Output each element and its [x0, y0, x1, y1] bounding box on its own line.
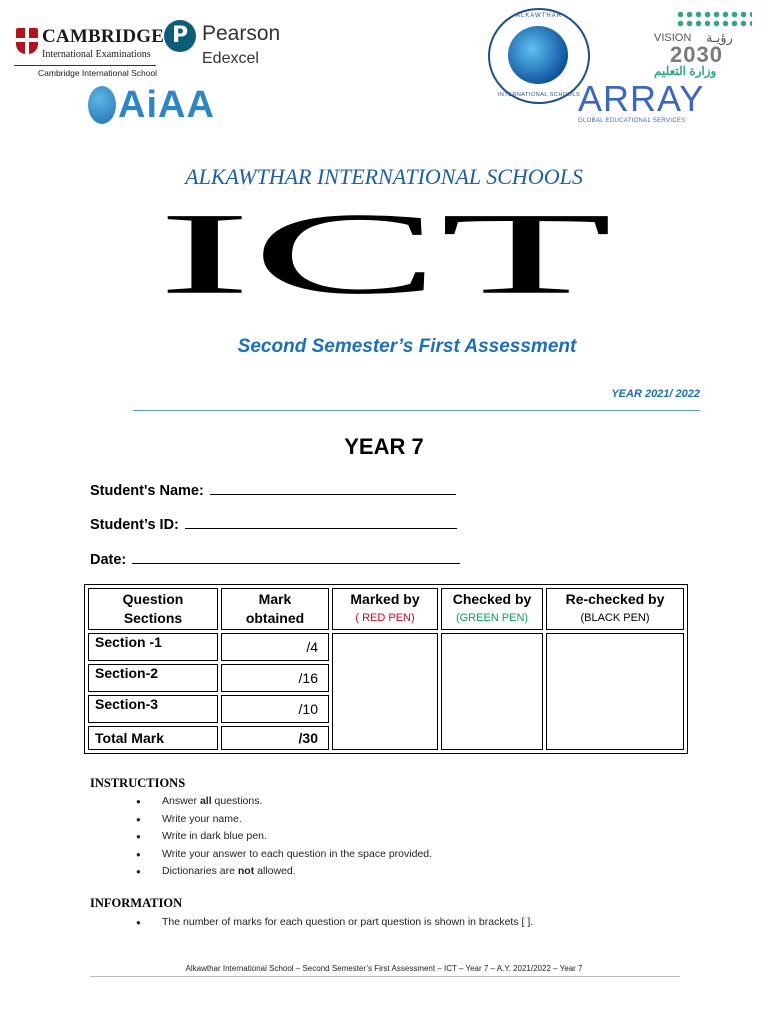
item-text: questions.: [211, 795, 263, 807]
divider: [133, 410, 700, 411]
array-logo: [576, 78, 705, 130]
list-item: [136, 795, 432, 813]
globe-icon: [508, 26, 568, 84]
academic-year: YEAR 2021/ 2022: [611, 388, 700, 400]
header-mark-obtained: [221, 588, 329, 630]
footer-divider: [90, 976, 680, 977]
mark-cell[interactable]: /16: [221, 664, 329, 692]
marked-by-cell[interactable]: [332, 633, 438, 750]
array-name: ARRAY: [578, 78, 705, 119]
grade-heading: YEAR 7: [344, 434, 424, 459]
cambridge-sub: International Examinations: [42, 49, 151, 60]
item-text: Write your answer to each question in the space provided.: [162, 847, 433, 860]
header-marked-by: [332, 588, 438, 630]
mark-cell[interactable]: /4: [221, 633, 329, 661]
student-id-field[interactable]: [90, 516, 457, 533]
cambridge-school: Cambridge International School: [38, 68, 158, 78]
header-rechecked-by: [546, 588, 684, 630]
header-question-sections: [88, 588, 218, 630]
mark-cell[interactable]: /10: [221, 695, 329, 723]
rechecked-by-cell[interactable]: [546, 633, 684, 750]
globe-icon: [88, 86, 116, 124]
subject-title: [150, 196, 620, 322]
cambridge-rule: [14, 65, 156, 66]
cambridge-name: CAMBRIDGE: [42, 26, 165, 47]
item-emphasis: not: [237, 865, 255, 877]
school-title: ALKAWTHAR INTERNATIONAL SCHOOLS: [185, 164, 583, 189]
date-field[interactable]: [90, 551, 460, 568]
list-item: [136, 865, 432, 883]
item-text: Answer: [162, 795, 200, 807]
table-header-row: [88, 588, 684, 630]
page-footer: Alkawthar International School – Second Semester’s First Assessment – ICT – Year 7 – A.Y. 2021/2022 – Year 7: [185, 964, 583, 973]
header-text: obtained: [245, 610, 305, 626]
item-text: Write in dark blue pen.: [162, 830, 267, 842]
aiaa-text: AiAA: [118, 84, 215, 126]
ict-text: ICT: [157, 196, 613, 319]
total-label: Total Mark: [88, 726, 218, 750]
information-heading: INFORMATION: [90, 896, 183, 910]
table-row: [88, 633, 684, 661]
red-pen-label: ( RED PEN): [355, 612, 415, 624]
list-item: [136, 830, 432, 848]
student-id-label: Student’s ID:: [90, 517, 179, 533]
total-mark-cell[interactable]: /30: [221, 726, 329, 750]
item-emphasis: all: [199, 795, 212, 807]
instructions-list: [136, 795, 432, 883]
student-id-line[interactable]: [185, 516, 457, 529]
information-list: [136, 916, 533, 934]
section-cell: Section-3: [88, 695, 218, 723]
instructions-heading: INSTRUCTIONS: [90, 776, 186, 790]
ministry-arabic: وزارة التعليم: [654, 64, 717, 78]
date-line[interactable]: [132, 551, 460, 564]
header-text: Mark: [258, 591, 292, 607]
cambridge-logo: [14, 24, 165, 82]
seal-top-text: ALKAWTHAR: [515, 13, 563, 19]
array-sub: GLOBAL EDUCATIONAL SERVICES: [578, 118, 686, 124]
item-text: Write your name.: [162, 812, 242, 825]
assessment-title: Second Semester’s First Assessment: [237, 336, 577, 357]
list-item: [136, 813, 432, 831]
item-text: allowed.: [254, 865, 296, 877]
student-name-field[interactable]: [90, 482, 456, 499]
cambridge-shield-icon: [16, 28, 38, 54]
list-item: [136, 848, 432, 866]
black-pen-label: (BLACK PEN): [580, 612, 650, 624]
green-pen-label: (GREEN PEN): [455, 612, 529, 624]
pearson-name: Pearson: [202, 22, 281, 45]
vision-arabic-top: رؤيـة: [706, 30, 733, 45]
pearson-sub: Edexcel: [202, 50, 259, 67]
dots-icon: [676, 10, 752, 28]
list-item: [136, 916, 533, 934]
section-cell: Section -1: [88, 633, 218, 661]
alkawthar-seal-logo: [488, 8, 590, 104]
section-cell: Section-2: [88, 664, 218, 692]
aiaa-logo: [88, 84, 215, 128]
header-text: Re-checked by: [565, 591, 665, 607]
header-text: Sections: [123, 610, 183, 626]
ict-wordmark: [150, 196, 620, 322]
vision-2030-logo: [652, 10, 756, 80]
item-text: Dictionaries are: [162, 865, 238, 877]
header-text: Checked by: [452, 591, 532, 607]
vision-label: VISION: [654, 32, 692, 44]
vision-year: 2030: [670, 42, 723, 67]
checked-by-cell[interactable]: [441, 633, 543, 750]
header-checked-by: [441, 588, 543, 630]
header-text: Marked by: [350, 591, 420, 607]
student-name-line[interactable]: [210, 482, 456, 495]
pearson-p-icon: P: [164, 20, 196, 52]
seal-bottom-text: INTERNATIONAL SCHOOLS: [497, 92, 581, 98]
student-name-label: Student's Name:: [90, 483, 204, 499]
marks-table: [84, 584, 688, 754]
pearson-logo: [164, 20, 294, 74]
header-text: Question: [122, 591, 184, 607]
date-label: Date:: [90, 552, 127, 568]
item-text: The number of marks for each question or part question is shown in brackets [ ].: [162, 916, 534, 928]
